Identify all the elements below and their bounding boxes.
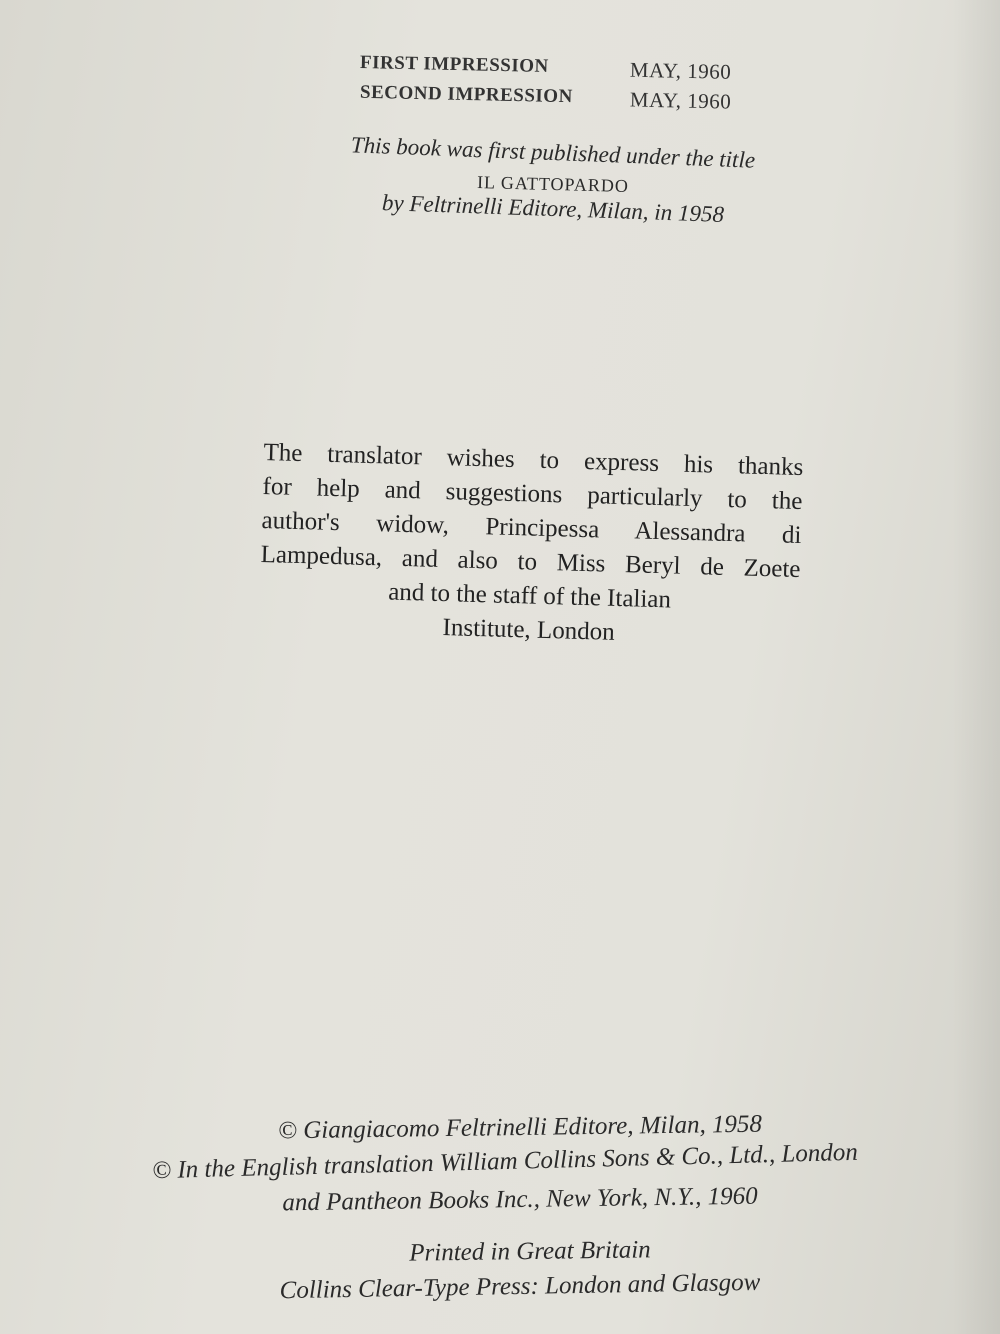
printed-in: Printed in Great Britain: [409, 1236, 651, 1267]
original-publisher: by Feltrinelli Editore, Milan, in 1958: [381, 190, 725, 227]
translator-acknowledgement: [258, 436, 803, 655]
impression-label: SECOND IMPRESSION: [359, 81, 574, 108]
page-edge-shadow: [952, 0, 1000, 1334]
ack-line: for help and suggestions particularly to the: [262, 472, 803, 516]
impression-row: [359, 81, 732, 114]
copyright-original: © Giangiacomo Feltrinelli Editore, Milan, 1958: [277, 1110, 763, 1145]
ack-line: Institute, London: [442, 614, 616, 646]
impression-row: [359, 52, 732, 84]
ack-line: and to the staff of the Italian: [387, 578, 672, 614]
original-publication-note: This book was first published under the title: [350, 132, 756, 173]
impression-date: MAY, 1960: [629, 87, 732, 114]
printer-name: Collins Clear-Type Press: London and Glasgow: [279, 1268, 761, 1305]
impression-date: MAY, 1960: [629, 57, 732, 84]
copyright-translation-cont: and Pantheon Books Inc., New York, N.Y., 1960: [282, 1182, 758, 1217]
original-title: IL GATTOPARDO: [476, 172, 630, 196]
ack-line: author's widow, Principessa Alessandra di: [261, 506, 802, 550]
copyright-translation: © In the English translation William Collins Sons & Co., Ltd., London: [151, 1138, 859, 1185]
ack-line: Lampedusa, and also to Miss Beryl de Zoete: [260, 540, 801, 584]
impression-label: FIRST IMPRESSION: [359, 52, 549, 77]
ack-line: The translator wishes to express his thanks: [263, 438, 804, 482]
